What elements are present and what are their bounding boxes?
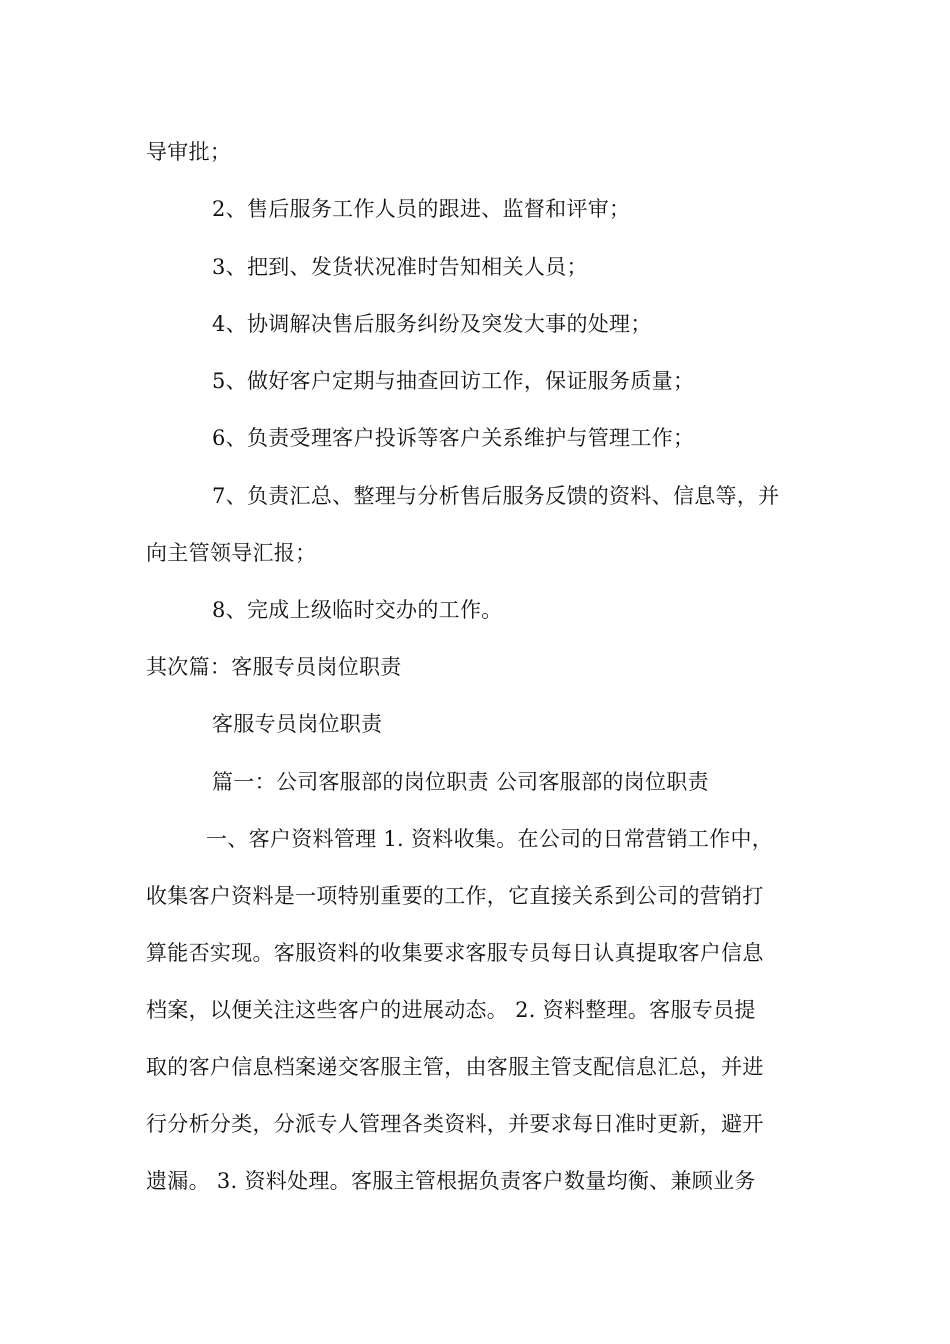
paragraph-line-3: 算能否实现。客服资料的收集要求客服专员每日认真提取客户信息 xyxy=(146,941,764,965)
list-item-2: 2、售后服务工作人员的跟进、监督和评审； xyxy=(212,197,631,221)
paragraph-line-4: 档案，以便关注这些客户的进展动态。 2. 资料整理。客服专员提 xyxy=(146,998,756,1022)
list-item-3: 3、把到、发货状况准时告知相关人员； xyxy=(212,255,588,279)
article-title: 篇一：公司客服部的岗位职责 公司客服部的岗位职责 xyxy=(212,770,709,794)
section-heading: 其次篇：客服专员岗位职责 xyxy=(146,655,402,679)
list-item-6: 6、负责受理客户投诉等客户关系维护与管理工作； xyxy=(212,426,695,450)
list-item-7: 7、负责汇总、整理与分析售后服务反馈的资料、信息等，并 xyxy=(212,484,780,508)
list-item-4: 4、协调解决售后服务纠纷及突发大事的处理； xyxy=(212,312,652,336)
paragraph-line-7: 遗漏。 3. 资料处理。客服主管根据负责客户数量均衡、兼顾业务 xyxy=(146,1169,756,1193)
paragraph-line-1: 一、客户资料管理 1. 资料收集。在公司的日常营销工作中， xyxy=(206,827,774,851)
list-item-8: 8、完成上级临时交办的工作。 xyxy=(212,598,503,622)
list-item-7-continued: 向主管领导汇报； xyxy=(146,541,317,565)
list-item-5: 5、做好客户定期与抽查回访工作，保证服务质量； xyxy=(212,369,695,393)
paragraph-line-6: 行分析分类，分派专人管理各类资料，并要求每日准时更新，避开 xyxy=(146,1112,764,1136)
subsection-title: 客服专员岗位职责 xyxy=(212,712,383,736)
paragraph-line-5: 取的客户信息档案递交客服主管，由客服主管支配信息汇总，并进 xyxy=(146,1055,764,1079)
text-line-1: 导审批； xyxy=(146,140,232,164)
paragraph-line-2: 收集客户资料是一项特别重要的工作，它直接关系到公司的营销打 xyxy=(146,884,764,908)
